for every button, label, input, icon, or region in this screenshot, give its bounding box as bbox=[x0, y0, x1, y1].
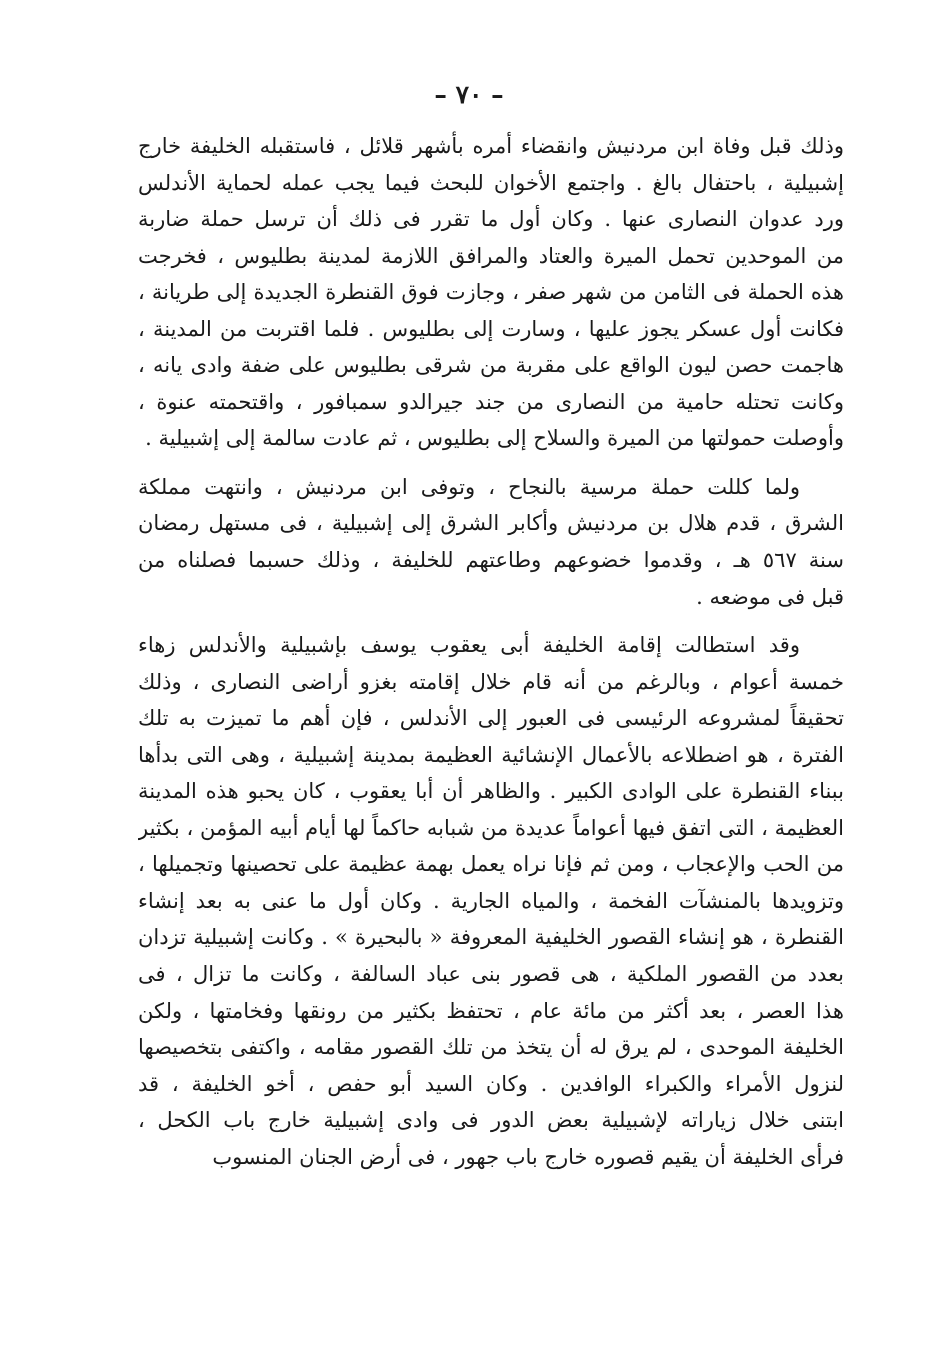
text-line: وقد استطالت إقامة الخليفة أبى يعقوب يوسف بإشبيلية والأندلس زهاء bbox=[138, 633, 800, 658]
text-line: تحقيقاً لمشروعه الرئيسى فى العبور إلى الأندلس ، فإن أهم ما تميزت به تلك bbox=[138, 706, 844, 731]
text-line: الشرق ، قدم هلال بن مردنيش وأكابر الشرق إلى إشبيلية ، فى مستهل رمضان bbox=[138, 511, 844, 536]
text-line: وكانت تحتله حامية من النصارى من جند جيرالدو سمبافور ، واقتحمته عنوة ، bbox=[138, 389, 844, 414]
text-line: ولما كللت حملة مرسية بالنجاح ، وتوفى ابن مردنيش ، وانتهت مملكة bbox=[138, 474, 800, 499]
text-line: من الحب والإعجاب ، ومن ثم فإنا نراه يعمل بهمة عظيمة على تحصينها وتجميلها ، bbox=[138, 852, 844, 877]
text-line: قبل فى موضعه . bbox=[696, 584, 844, 609]
paragraph bbox=[138, 627, 844, 1175]
text-line: ببناء القنطرة على الوادى الكبير . والظاهر أن أبا يعقوب ، كان يحبو هذه المدينة bbox=[138, 779, 844, 804]
text-line: وأوصلت حمولتها من الميرة والسلاح إلى بطليوس ، ثم عادت سالمة إلى إشبيلية . bbox=[145, 426, 844, 451]
paragraph-gap bbox=[138, 457, 844, 469]
text-line: هذه الحملة فى الثامن من شهر صفر ، وجازت فوق القنطرة الجديدة إلى طريانة ، bbox=[138, 280, 844, 305]
text-line: هذا العصر ، بعد أكثر من مائة عام ، تحتفظ بكثير من رونقها وفخامتها ، ولكن bbox=[138, 998, 844, 1023]
paragraph bbox=[138, 128, 844, 457]
text-line: ورد عدوان النصارى عنها . وكان أول ما تقرر فى ذلك أن ترسل حملة ضاربة bbox=[138, 207, 844, 232]
text-line: ابتنى خلال زياراته لإشبيلية بعض الدور فى وادى إشبيلية خارج باب الكحل ، bbox=[138, 1108, 844, 1133]
text-line: القنطرة ، هو إنشاء القصور الخليفية المعروفة « بالبحيرة » . وكانت إشبيلية تزدان bbox=[138, 925, 844, 950]
text-line: خمسة أعوام ، وبالرغم من أنه قام خلال إقامته بغزو أراضى النصارى ، وذلك bbox=[138, 669, 844, 694]
text-line: فرأى الخليفة أن يقيم قصوره خارج باب جهور ، فى أرض الجنان المنسوب bbox=[212, 1144, 844, 1169]
text-line: لنزول الأمراء والكبراء الوافدين . وكان السيد أبو حفص ، أخو الخليفة ، قد bbox=[138, 1071, 844, 1096]
body-text bbox=[138, 128, 844, 1175]
text-line: هاجمت حصن ليون الواقع على مقربة من شرقى بطليوس على ضفة وادى يانه ، bbox=[138, 353, 844, 378]
text-line: بعدد من القصور الملكية ، هى قصور بنى عباد السالفة ، وكانت ما تزال ، فى bbox=[138, 962, 844, 987]
text-line: الخليفة الموحدى ، لم يرق له أن يتخذ من تلك القصور مقامه ، واكتفى بتخصيصها bbox=[138, 1035, 844, 1060]
text-line: فكانت أول عسكر يجوز عليها ، وسارت إلى بطليوس . فلما اقتربت من المدينة ، bbox=[138, 316, 844, 341]
text-line: العظيمة ، التى اتفق فيها أعواماً عديدة من شبابه حاكماً لها أيام أبيه المؤمن ، بكثير bbox=[138, 815, 844, 840]
paragraph bbox=[138, 469, 844, 615]
paragraph-gap bbox=[138, 615, 844, 627]
page-number: – ٧٠ – bbox=[434, 80, 504, 109]
text-line: وذلك قبل وفاة ابن مردنيش وانقضاء أمره بأشهر قلائل ، فاستقبله الخليفة خارج bbox=[138, 134, 844, 158]
text-line: وتزويدها بالمنشآت الفخمة ، والمياه الجارية . وكان أول ما عنى به بعد إنشاء bbox=[138, 888, 844, 913]
text-line: الفترة ، هو اضطلاعه بالأعمال الإنشائية العظيمة بمدينة إشبيلية ، وهى التى بدأها bbox=[138, 742, 844, 767]
text-line: إشبيلية ، باحتفال بالغ . واجتمع الأخوان للبحث فيما يجب عمله لحماية الأندلس bbox=[138, 170, 844, 195]
text-line: من الموحدين تحمل الميرة والعتاد والمرافق اللازمة لمدينة بطليوس ، فخرجت bbox=[138, 243, 844, 268]
text-line: سنة ٥٦٧ هـ ، وقدموا خضوعهم وطاعتهم للخليفة ، وذلك حسبما فصلناه من bbox=[138, 548, 844, 573]
